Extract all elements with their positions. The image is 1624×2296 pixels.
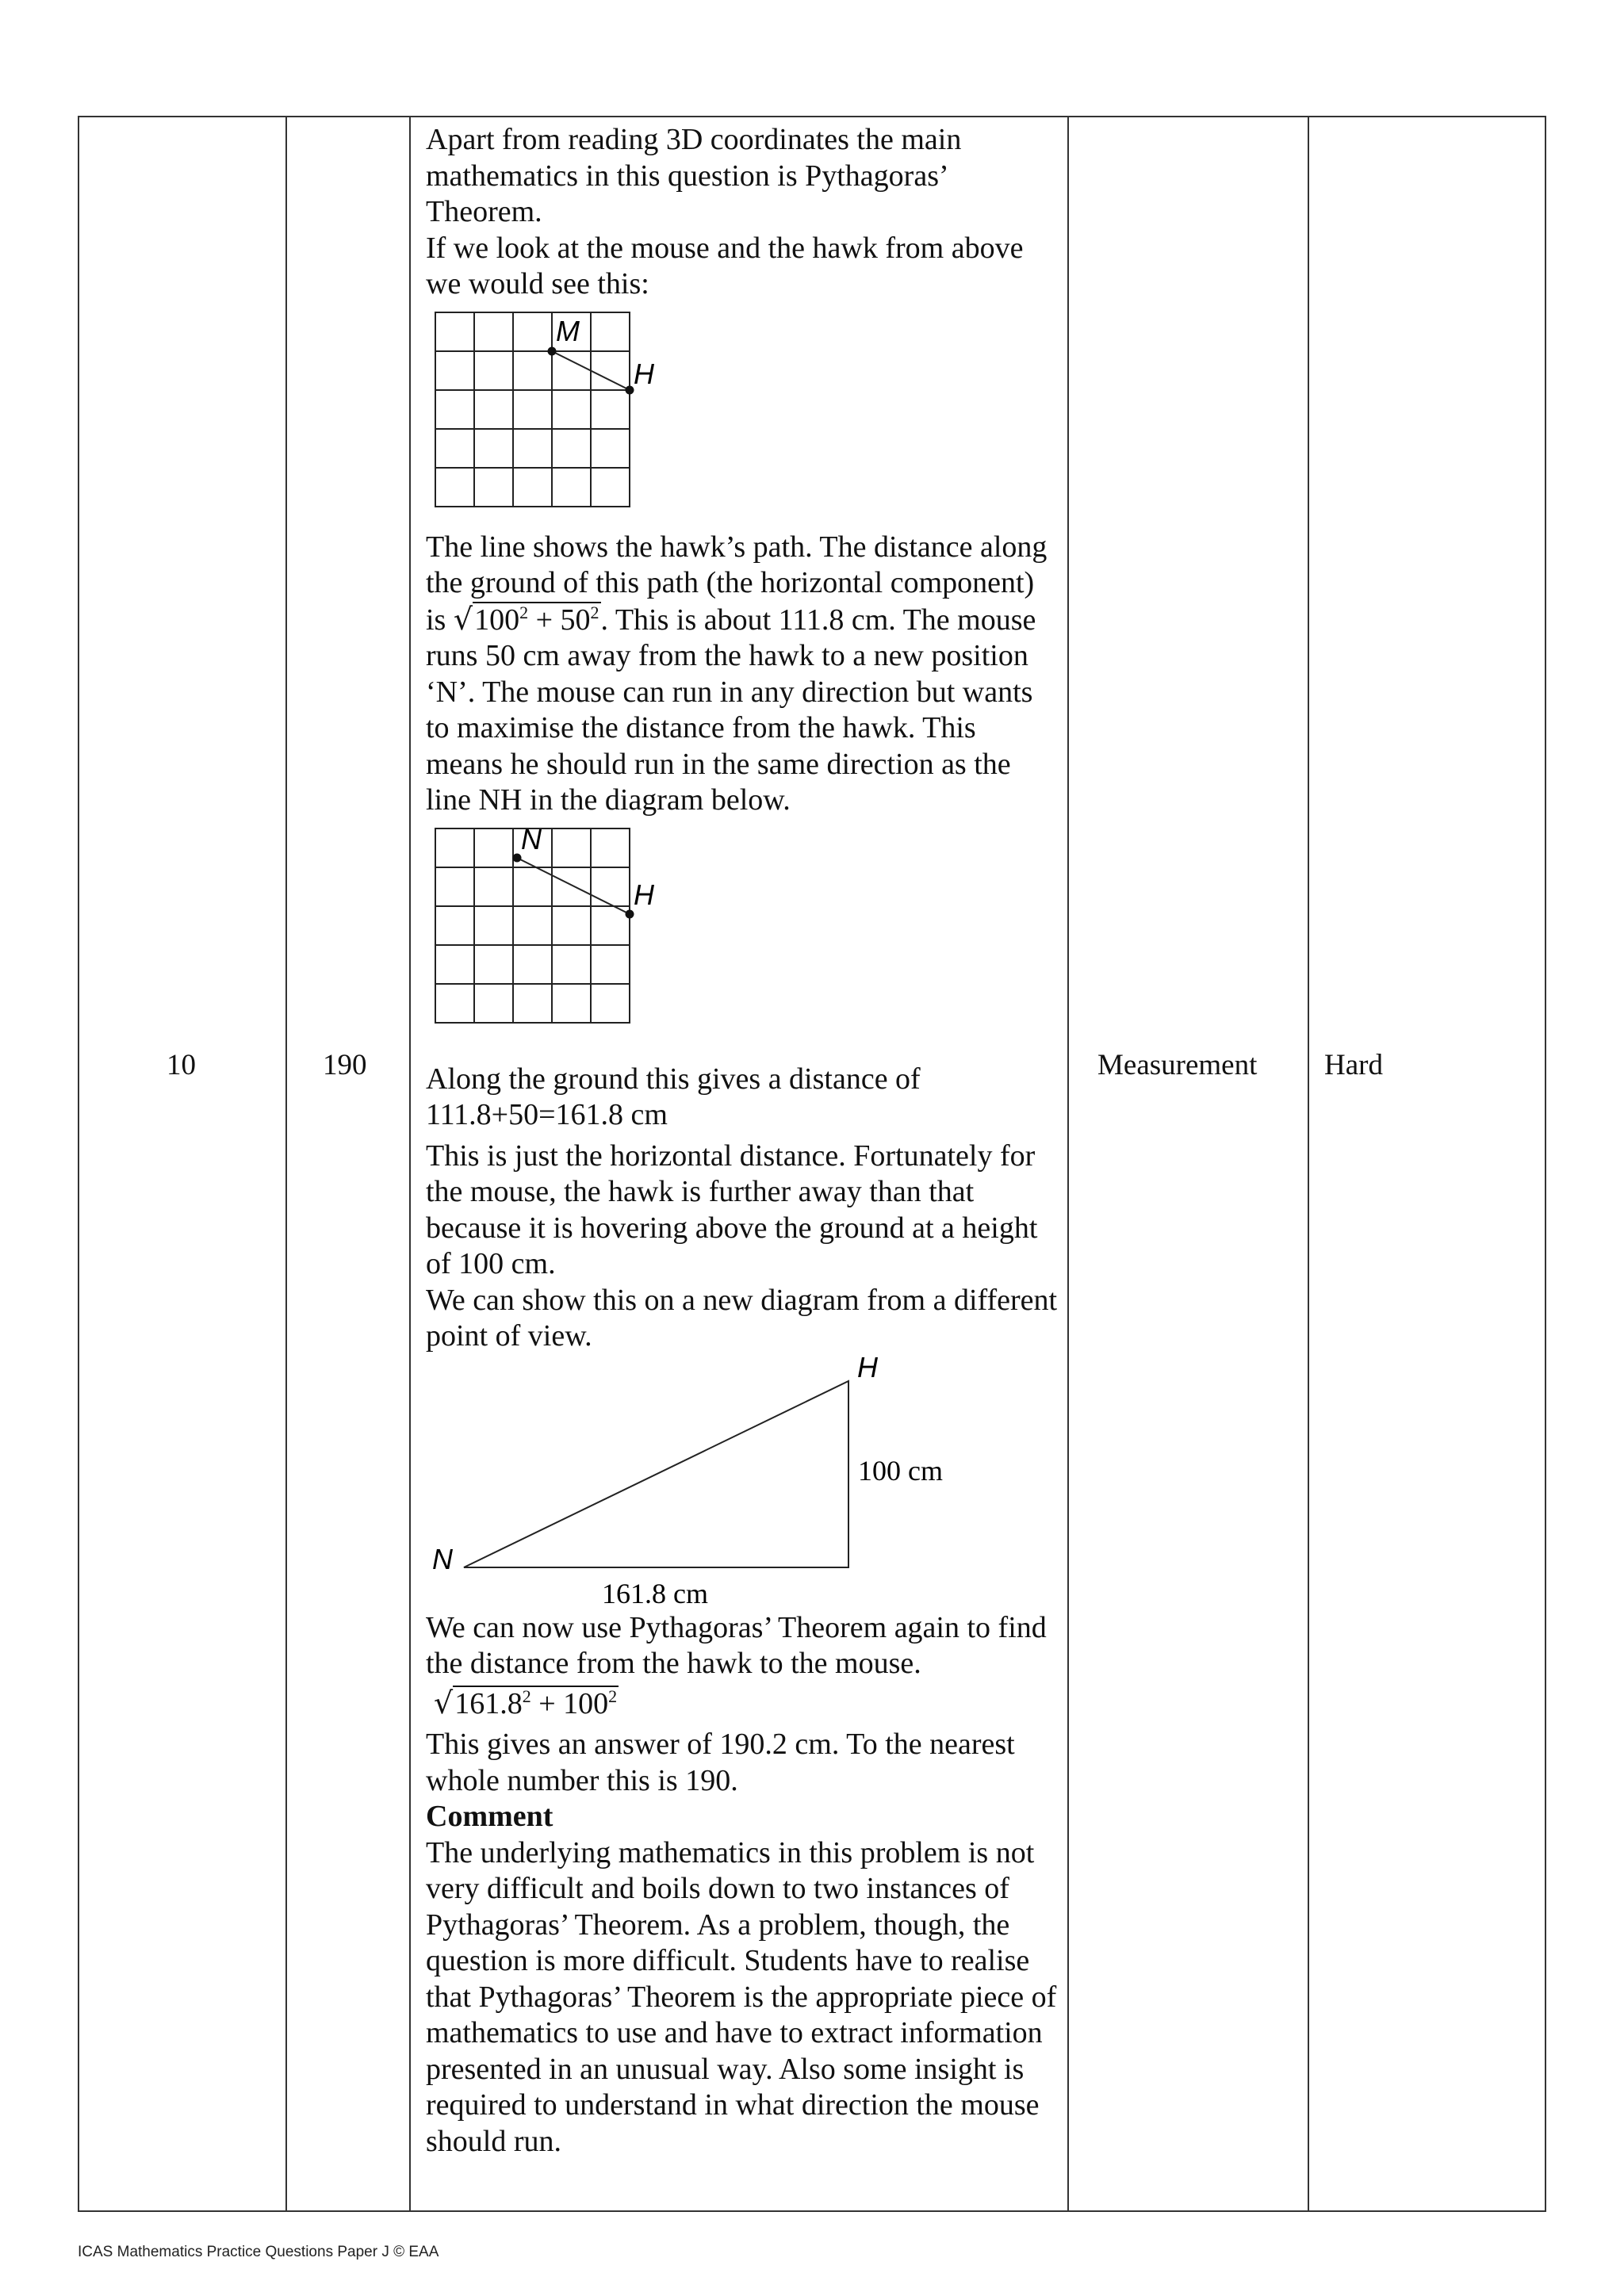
page-footer: ICAS Mathematics Practice Questions Paper J © EAA xyxy=(78,2244,439,2260)
height-label: 100 cm xyxy=(858,1454,943,1487)
sqrt-expression-2: $√161.8^2 + 100^2$ xyxy=(434,1685,618,1720)
path-text: The line shows the hawk’s path. The distance along the ground of this path (the horizontal component) is $√100^2 + 50^2$. This is about 111.8 cm. The mouse runs 50 cm away from the hawk to a new position ‘N’. The mouse can run in any direction but wants to maximise the distance from the hawk. This means he should run in the same direction as the line NH in the diagram below. xyxy=(426,530,1048,817)
difficulty-cell: Hard xyxy=(1324,1049,1383,1081)
pythag-again-text: We can now use Pythagoras’ Theorem again to find the distance from the hawk to the mouse. xyxy=(426,1610,1047,1680)
label-h: H xyxy=(634,878,654,911)
top-view-grid-diagram xyxy=(426,309,711,523)
horizontal-note-text: This is just the horizontal distance. Fortunately for the mouse, the hawk is further away than that because it is hovering above the ground at a height of 100 cm. xyxy=(426,1138,1038,1280)
answer-cell: 190 xyxy=(323,1049,367,1081)
sqrt-expression-1: $√100^2 + 50^2$ xyxy=(453,601,599,637)
triangle-label-n: N xyxy=(432,1542,453,1575)
base-label: 161.8 cm xyxy=(602,1577,708,1609)
column-divider xyxy=(285,116,287,2212)
triangle-label-h: H xyxy=(857,1354,878,1383)
new-diagram-text: We can show this on a new diagram from a different point of view. xyxy=(426,1283,1058,1353)
intro-text: Apart from reading 3D coordinates the main mathematics in this question is Pythagoras’ Theorem. xyxy=(426,123,962,228)
hawk-point xyxy=(626,909,634,918)
label-m: M xyxy=(556,314,580,347)
escape-direction-grid-diagram xyxy=(426,825,711,1039)
n-point xyxy=(513,853,522,862)
column-divider xyxy=(1308,116,1309,2212)
ground-distance-text: Along the ground this gives a distance of 111.8+50=161.8 cm xyxy=(426,1062,921,1131)
column-divider xyxy=(1067,116,1069,2212)
label-h: H xyxy=(634,357,654,390)
label-n: N xyxy=(521,825,542,855)
comment-body: The underlying mathematics in this problem is not very difficult and boils down to two instances of Pythagoras’ Theorem. As a problem, though, the question is more difficult. Students have to realise that Pythagoras’ Theorem is the appropriate piece of mathematics to use and have to extract information presented in an unusual way. Also some insight is required to understand in what direction the mouse should run. xyxy=(426,1835,1057,2158)
column-divider xyxy=(409,116,411,2212)
answer-text: This gives an answer of 190.2 cm. To the nearest whole number this is 190. xyxy=(426,1728,1015,1797)
explanation-cell xyxy=(426,122,1060,2160)
strand-cell: Measurement xyxy=(1097,1049,1258,1081)
above-view-text: If we look at the mouse and the hawk from above we would see this: xyxy=(426,231,1024,300)
mouse-point xyxy=(548,346,557,355)
comment-heading: Comment xyxy=(426,1800,553,1833)
side-view-triangle-diagram xyxy=(426,1355,1044,1610)
hawk-point xyxy=(626,385,634,394)
question-number-cell: 10 xyxy=(167,1049,196,1081)
